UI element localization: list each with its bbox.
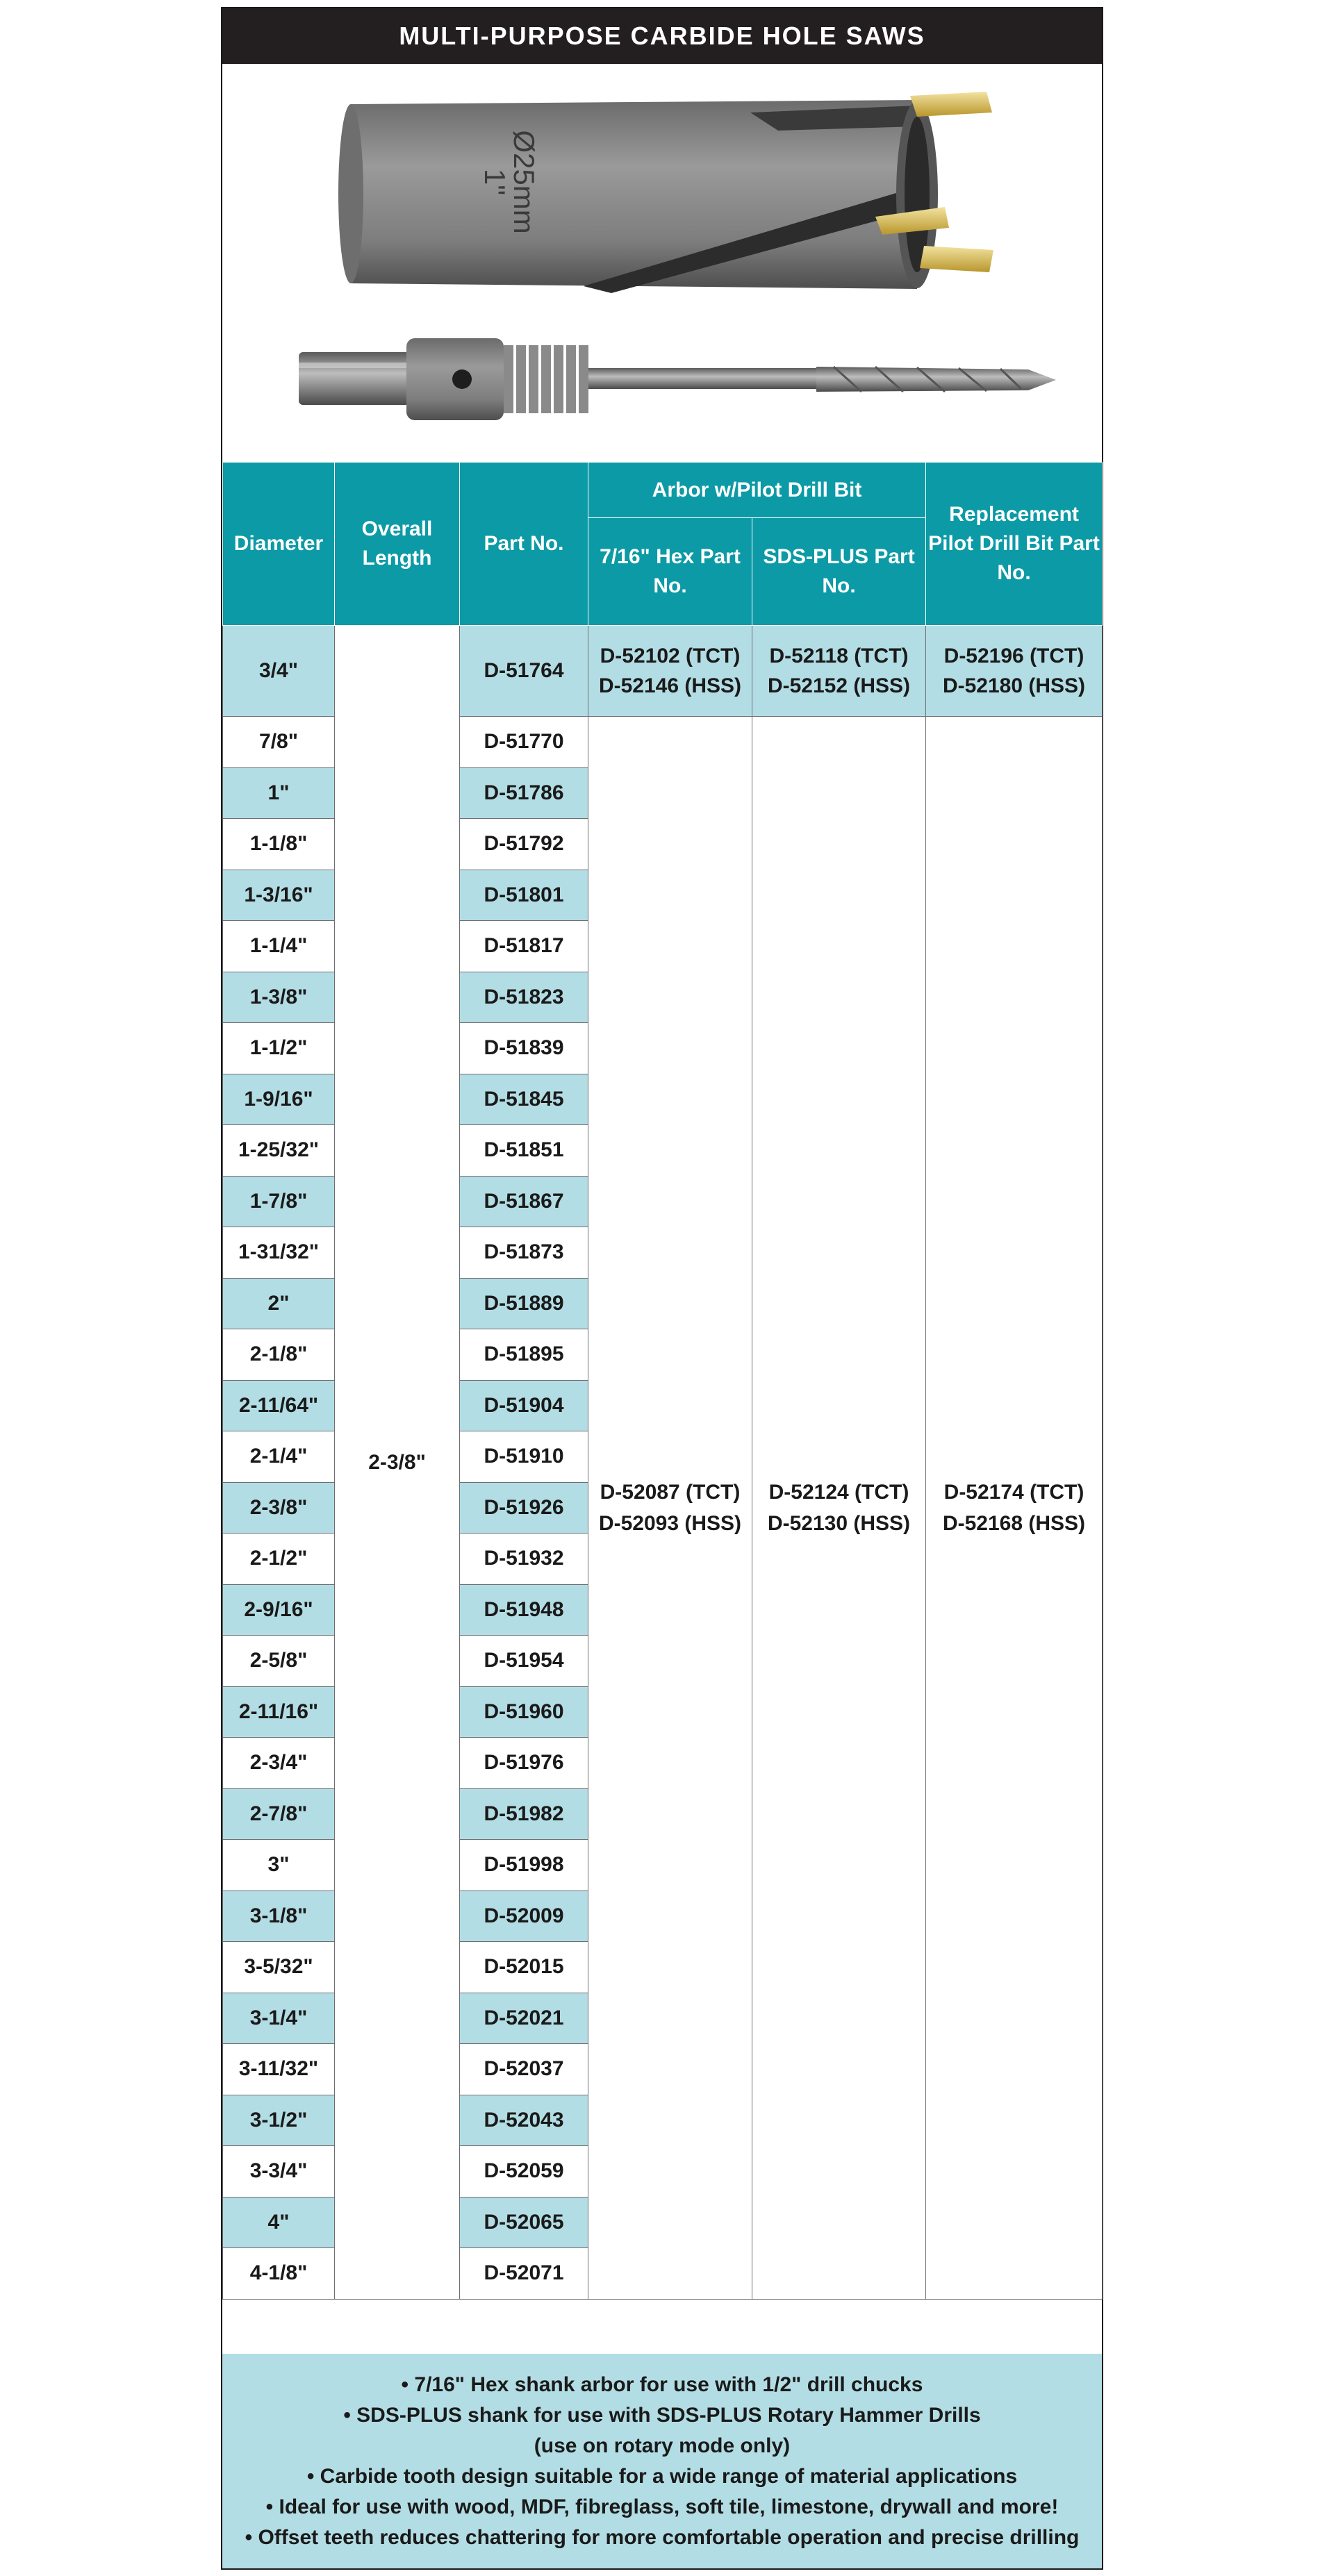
diameter-cell: 2-7/8" (223, 1788, 335, 1840)
diameter-cell: 2-3/4" (223, 1738, 335, 1789)
hex-arbor-hss: D-52146 (HSS) (598, 674, 742, 697)
shared-sds-arbor-cell (752, 717, 926, 2300)
header-part-no: Part No. (460, 463, 588, 626)
arbor-with-pilot-drill (299, 338, 1056, 420)
shared-hex-arbor-cell (588, 717, 752, 2300)
diameter-cell: 1-1/2" (223, 1023, 335, 1074)
header-arbor-group: Arbor w/Pilot Drill Bit (588, 463, 926, 518)
part-no-cell: D-51904 (460, 1380, 588, 1431)
diameter-cell: 1-25/32" (223, 1125, 335, 1177)
diameter-cell: 3/4" (223, 626, 335, 717)
part-no-cell: D-51867 (460, 1176, 588, 1227)
shared-sds-hss: D-52130 (HSS) (767, 1511, 911, 1535)
diameter-cell: 3-1/2" (223, 2095, 335, 2146)
part-no-cell: D-51982 (460, 1788, 588, 1840)
part-no-cell: D-52071 (460, 2248, 588, 2300)
diameter-cell: 2-11/16" (223, 1686, 335, 1738)
shared-pilot-hss: D-52168 (HSS) (942, 1511, 1086, 1535)
note-line: • Carbide tooth design suitable for a wide range of material applications (306, 2464, 1018, 2488)
diameter-cell: 3-3/4" (223, 2146, 335, 2197)
sds-arbor-tct: D-52118 (TCT) (769, 644, 909, 667)
diameter-cell: 1-1/8" (223, 819, 335, 870)
part-no-cell: D-52009 (460, 1891, 588, 1942)
part-no-cell: D-51851 (460, 1125, 588, 1177)
part-no-cell: D-51817 (460, 921, 588, 972)
header-overall-length: Overall Length (335, 463, 460, 626)
part-no-cell: D-51948 (460, 1584, 588, 1636)
diameter-cell: 3-5/32" (223, 1942, 335, 1993)
hole-saw-body (338, 92, 993, 293)
overall-length-cell: 2-3/8" (335, 626, 460, 2300)
hex-arbor-tct: D-52102 (TCT) (600, 644, 741, 667)
shared-pilot-tct: D-52174 (TCT) (943, 1480, 1084, 1504)
shared-hex-hss: D-52093 (HSS) (598, 1511, 742, 1535)
pilot-bit-hss: D-52180 (HSS) (942, 674, 1086, 697)
diameter-cell: 3-1/8" (223, 1891, 335, 1942)
part-no-cell: D-51823 (460, 972, 588, 1023)
part-no-cell: D-52037 (460, 2044, 588, 2095)
pilot-bit-tct: D-52196 (TCT) (943, 644, 1084, 667)
part-no-cell: D-51786 (460, 767, 588, 819)
product-sheet (221, 7, 1103, 2570)
diameter-cell: 2-1/8" (223, 1329, 335, 1381)
diameter-cell: 4" (223, 2197, 335, 2248)
hex-arbor-cell (588, 626, 752, 717)
diameter-cell: 2-9/16" (223, 1584, 335, 1636)
part-no-cell: D-51873 (460, 1227, 588, 1279)
diameter-cell: 3-1/4" (223, 1993, 335, 2044)
diameter-cell: 1" (223, 767, 335, 819)
pilot-bit-cell (926, 626, 1103, 717)
part-no-cell: D-51998 (460, 1840, 588, 1891)
diameter-cell: 1-9/16" (223, 1074, 335, 1125)
part-no-cell: D-51792 (460, 819, 588, 870)
part-no-cell: D-51895 (460, 1329, 588, 1381)
part-no-cell: D-51954 (460, 1636, 588, 1687)
part-no-cell: D-51976 (460, 1738, 588, 1789)
part-no-cell: D-51801 (460, 870, 588, 921)
part-no-cell: D-52021 (460, 1993, 588, 2044)
diameter-cell: 3" (223, 1840, 335, 1891)
header-hex-part: 7/16" Hex Part No. (588, 518, 752, 626)
spec-table (222, 462, 1103, 2300)
header-replacement-pilot: Replacement Pilot Drill Bit Part No. (926, 463, 1103, 626)
part-no-cell: D-51764 (460, 626, 588, 717)
diameter-cell: 2" (223, 1278, 335, 1329)
note-line: • 7/16" Hex shank arbor for use with 1/2" drill chucks (401, 2373, 923, 2396)
part-no-cell: D-52065 (460, 2197, 588, 2248)
diameter-cell: 4-1/8" (223, 2248, 335, 2300)
diameter-cell: 1-1/4" (223, 921, 335, 972)
note-line: • Offset teeth reduces chattering for more comfortable operation and precise drilling (245, 2525, 1080, 2549)
page-title: MULTI-PURPOSE CARBIDE HOLE SAWS (222, 8, 1102, 64)
shared-pilot-bit-cell (926, 717, 1103, 2300)
hole-saw-illustration (222, 64, 1102, 462)
product-photo (222, 64, 1102, 462)
diameter-cell: 2-5/8" (223, 1636, 335, 1687)
header-sds-part: SDS-PLUS Part No. (752, 518, 926, 626)
shared-hex-tct: D-52087 (TCT) (600, 1480, 741, 1504)
note-line: (use on rotary mode only) (534, 2434, 791, 2457)
diameter-cell: 2-11/64" (223, 1380, 335, 1431)
part-no-cell: D-51910 (460, 1431, 588, 1483)
feature-notes (222, 2354, 1102, 2568)
diameter-cell: 2-1/2" (223, 1534, 335, 1585)
sds-arbor-hss: D-52152 (HSS) (767, 674, 911, 697)
part-no-cell: D-51960 (460, 1686, 588, 1738)
shared-sds-tct: D-52124 (TCT) (768, 1480, 909, 1504)
part-no-cell: D-51926 (460, 1482, 588, 1534)
sds-arbor-cell (752, 626, 926, 717)
part-no-cell: D-51770 (460, 717, 588, 768)
part-no-cell: D-52015 (460, 1942, 588, 1993)
part-no-cell: D-51889 (460, 1278, 588, 1329)
diameter-cell: 7/8" (223, 717, 335, 768)
part-no-cell: D-51845 (460, 1074, 588, 1125)
note-line: • Ideal for use with wood, MDF, fibreglass, soft tile, limestone, drywall and more! (265, 2495, 1059, 2518)
part-no-cell: D-52043 (460, 2095, 588, 2146)
diameter-cell: 3-11/32" (223, 2044, 335, 2095)
part-no-cell: D-51932 (460, 1534, 588, 1585)
header-diameter: Diameter (223, 463, 335, 626)
diameter-cell: 1-3/16" (223, 870, 335, 921)
note-line: • SDS-PLUS shank for use with SDS-PLUS Rotary Hammer Drills (343, 2403, 981, 2427)
size-mark-metric: Ø25mm (508, 130, 541, 234)
diameter-cell: 2-3/8" (223, 1482, 335, 1534)
size-mark-imperial: 1" (479, 168, 511, 196)
diameter-cell: 1-31/32" (223, 1227, 335, 1279)
part-no-cell: D-51839 (460, 1023, 588, 1074)
diameter-cell: 1-7/8" (223, 1176, 335, 1227)
diameter-cell: 2-1/4" (223, 1431, 335, 1483)
diameter-cell: 1-3/8" (223, 972, 335, 1023)
part-no-cell: D-52059 (460, 2146, 588, 2197)
